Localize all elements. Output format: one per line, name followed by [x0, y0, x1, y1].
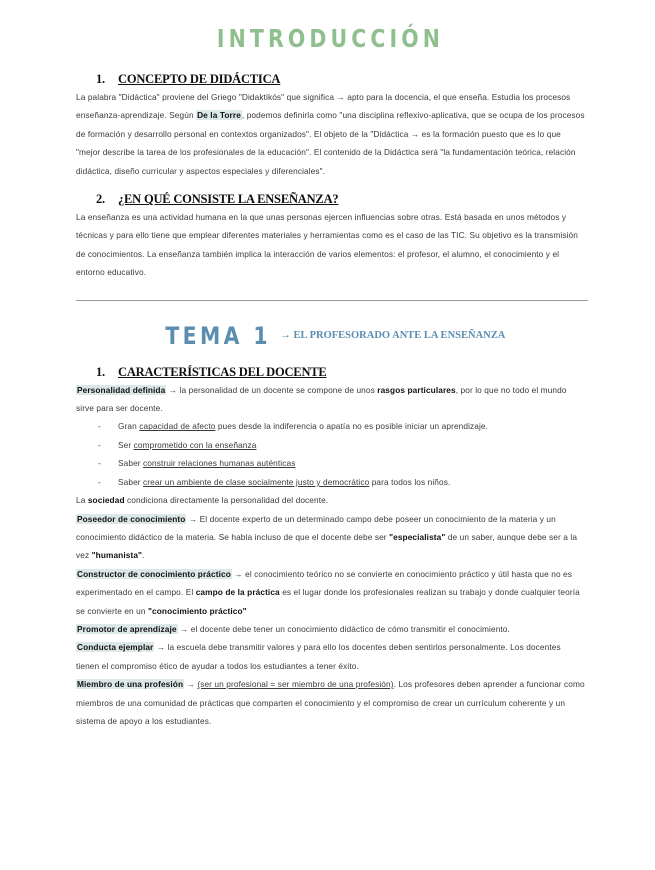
section-number: 1. [96, 364, 105, 379]
text-run: → el conocimiento teórico no se convierte en conocimiento práctico y útil hasta que no es experimentado en el campo. El [76, 568, 573, 598]
text-run: condiciona directamente la personalidad del docente. [127, 495, 329, 506]
bullet-list [76, 417, 585, 491]
paragraph-concepto [76, 88, 585, 180]
arrow-text: → [186, 679, 195, 690]
term-highlight: Personalidad definida [77, 384, 166, 395]
list-item [98, 436, 585, 454]
section-heading-text: CARACTERÍSTICAS DEL DOCENTE [118, 364, 327, 379]
bold-term: campo de la práctica [195, 587, 280, 598]
underlined-text: (ser un profesional = ser miembro de una profesión) [197, 679, 394, 690]
text-run: → la escuela debe transmitir valores y para ello los docentes deben sentirlos personalmente. Los docentes tienen el compromiso ético de ayudar a todos los estudiantes a tener éxito. [76, 642, 561, 671]
term-highlight: Miembro de una profesión [77, 679, 184, 690]
text-run: Saber [118, 458, 141, 469]
paragraph-promotor [76, 620, 585, 638]
text-run: . Los profesores deben aprender a funcionar como miembros de una comunidad de prácticas que comparten el conocimiento y el compromiso de crear un currículum coherente y un sistema de apoyo a los estudiantes. [76, 679, 585, 726]
section-heading-text: CONCEPTO DE DIDÁCTICA [118, 72, 281, 86]
paragraph-ensenanza: La enseñanza es una actividad humana en la que unas personas ejercen influencias sobre otras. Está basada en unos métodos y técnicas y para ello tiene que emplear diferentes materiales y herramientas como es el caso de las TIC. Su objetivo es la transmisión de conocimientos. La enseñanza también implica la interacción de varios elementos: el profesor, el alumno, el conocimiento y el entorno educativo. [76, 212, 578, 278]
term-highlight: Constructor de conocimiento práctico [77, 568, 231, 579]
section-heading-concepto [76, 72, 585, 87]
term-highlight: Promotor de aprendizaje [77, 623, 177, 634]
term-highlight: Conducta ejemplar [77, 642, 154, 653]
section-heading-caracteristicas [76, 365, 585, 380]
list-item [98, 417, 585, 435]
text-run: Saber [118, 476, 141, 487]
section-number: 2. [96, 192, 105, 207]
section-number: 1. [96, 72, 105, 86]
tema-header [76, 321, 585, 351]
bold-term: "humanista" [91, 550, 143, 561]
underlined-text: crear un ambiente de clase socialmente justo y democrático [143, 476, 370, 487]
bold-term: "especialista" [389, 531, 446, 542]
author-highlight: De la Torre [197, 110, 241, 121]
page-title: INTRODUCCIÓN [216, 24, 445, 53]
text-run: , por lo que no todo el mundo sirve para ser docente. [76, 384, 567, 414]
paragraph-miembro [76, 675, 585, 730]
text-run: La palabra "Didáctica" proviene del Griego "Didaktikós" que significa → apto para la docencia, el que enseña. Estudia los procesos enseñanza-aprendizaje. Según [76, 92, 571, 121]
text-run: → la personalidad de un docente se compone de unos [168, 384, 375, 395]
list-item [98, 473, 585, 491]
text-run: pues desde la indiferencia o apatía no es posible iniciar un aprendizaje. [217, 421, 489, 432]
list-item [98, 454, 585, 472]
term-highlight: Poseedor de conocimiento [77, 513, 186, 524]
text-run: , podemos definirla como "una disciplina reflexivo-aplicativa, que se ocupa de los procesos de formación y desarrollo personal en contextos organizados". El objeto de la "Didáctica → es la formación puesto que es lo que "mejor describe la tarea de los profesionales de la educación". El contenido de la Didáctica será "la fundamentación teórica, relación didáctica, diseño curricular y aspectos especiales y diferenciales". [76, 110, 585, 176]
paragraph-conducta [76, 638, 585, 675]
text-run: es el lugar donde los profesionales realizan su trabajo y donde cualquier teoría se convierte en un [76, 587, 580, 616]
paragraph-personalidad [76, 381, 585, 418]
tema-label: TEMA 1 [164, 321, 271, 350]
bold-term: "conocimiento práctico" [148, 605, 247, 616]
text-run: de un saber, aunque debe ser a la vez [76, 531, 578, 561]
text-run: → El docente experto de un determinado campo debe poseer un conocimiento de la materia y un conocimiento didáctico de la materia. Se habla incluso de que el docente debe ser [76, 513, 556, 542]
paragraph-constructor [76, 565, 585, 620]
text-run: . [142, 550, 145, 561]
underlined-text: capacidad de afecto [139, 421, 216, 432]
tema-subtitle: → EL PROFESORADO ANTE LA ENSEÑANZA [280, 329, 506, 341]
text-run: Ser [118, 439, 132, 450]
bold-term: rasgos particulares [377, 384, 456, 395]
text-run: para todos los niños. [371, 476, 451, 487]
underlined-text: comprometido con la enseñanza [133, 439, 257, 450]
section-heading-text: ¿EN QUÉ CONSISTE LA ENSEÑANZA? [118, 192, 339, 207]
text-run: → el docente debe tener un conocimiento didáctico de cómo transmitir el conocimiento. [179, 623, 510, 634]
bold-term: sociedad [87, 495, 125, 506]
paragraph-sociedad [76, 491, 585, 509]
document-page [0, 22, 655, 870]
text-run: Gran [118, 421, 137, 432]
paragraph-poseedor [76, 510, 585, 565]
underlined-text: construir relaciones humanas auténticas [143, 458, 296, 469]
section-heading-ensenanza [76, 192, 585, 207]
section-divider [76, 300, 588, 301]
text-run: La [76, 495, 86, 506]
